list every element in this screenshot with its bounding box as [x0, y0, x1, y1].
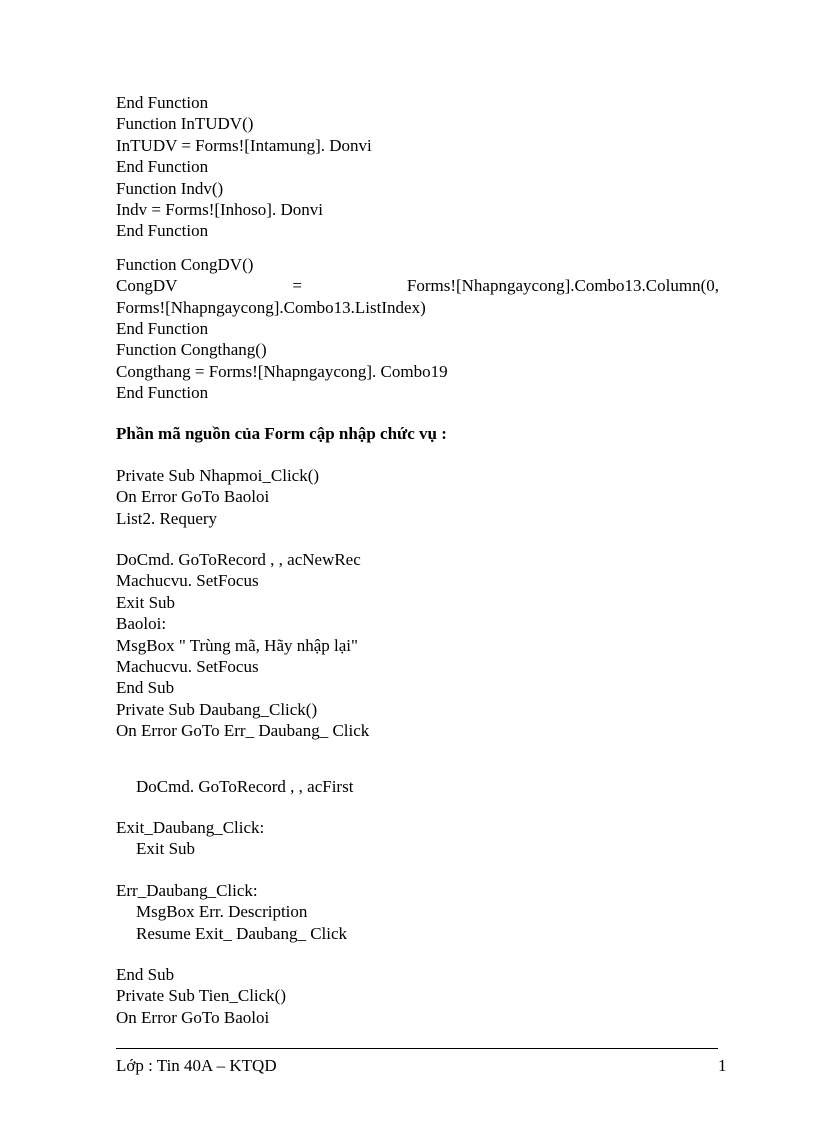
code-line: Indv = Forms![Inhoso]. Donvi — [116, 199, 323, 219]
code-line: Private Sub Daubang_Click() — [116, 699, 318, 719]
code-block-docmd — [116, 549, 726, 742]
spacer — [116, 742, 726, 776]
code-line: End Function — [116, 383, 209, 403]
code-line-justified — [116, 275, 719, 296]
code-line: Exit Sub — [136, 839, 196, 859]
spacer — [116, 403, 726, 423]
code-line: Function CongDV() — [116, 254, 254, 274]
spacer — [116, 860, 726, 880]
page-number: 1 — [718, 1056, 727, 1075]
code-line: Resume Exit_ Daubang_ Click — [136, 923, 348, 943]
code-line: Baoloi: — [116, 614, 167, 634]
code-line: List2. Requery — [116, 508, 218, 528]
spacer — [116, 529, 726, 549]
code-line: On Error GoTo Err_ Daubang_ Click — [116, 721, 370, 741]
code-line: On Error GoTo Baoloi — [116, 1007, 270, 1027]
code-label: Err_Daubang_Click: — [116, 880, 258, 900]
code-line: On Error GoTo Baoloi — [116, 487, 270, 507]
code-line: Function Indv() — [116, 178, 224, 198]
spacer — [116, 944, 726, 964]
code-line: InTUDV = Forms![Intamung]. Donvi — [116, 135, 372, 155]
code-line: DoCmd. GoToRecord , , acFirst — [136, 776, 354, 796]
code-line: End Function — [116, 318, 209, 338]
code-block-nhapmoi — [116, 465, 726, 529]
code-line: End Sub — [116, 678, 175, 698]
code-token: = — [292, 276, 302, 296]
code-label: Exit_Daubang_Click: — [116, 817, 265, 837]
code-line: MsgBox Err. Description — [136, 902, 308, 922]
code-block-functions — [116, 92, 726, 242]
code-line: End Function — [116, 93, 209, 112]
code-line: End Function — [116, 157, 209, 177]
code-line: Exit Sub — [116, 592, 176, 612]
spacer — [116, 242, 726, 254]
spacer — [116, 797, 726, 817]
code-line: Machucvu. SetFocus — [116, 656, 259, 676]
code-line: Machucvu. SetFocus — [116, 571, 259, 591]
code-line: MsgBox " Trùng mã, Hãy nhập lại" — [116, 635, 358, 655]
spacer — [116, 445, 726, 465]
code-line: DoCmd. GoToRecord , , acNewRec — [116, 550, 361, 570]
code-line: Private Sub Tien_Click() — [116, 986, 287, 1006]
code-token: CongDV — [116, 276, 178, 296]
code-line: Function Congthang() — [116, 340, 267, 360]
section-heading: Phần mã nguồn của Form cập nhập chức vụ : — [116, 424, 447, 444]
document-body — [116, 92, 726, 1028]
code-line: End Function — [116, 221, 209, 241]
code-block-err-label — [116, 880, 726, 944]
footer-divider — [116, 1048, 718, 1049]
code-block-exit-label — [116, 817, 726, 860]
code-block-congdv — [116, 254, 726, 404]
code-block-tien — [116, 964, 726, 1028]
code-token: Forms![Nhapngaycong].Combo13.Column(0, — [406, 276, 719, 296]
code-line: Congthang = Forms![Nhapngaycong]. Combo19 — [116, 361, 448, 381]
code-line: End Sub — [116, 964, 175, 984]
footer-class-label: Lớp : Tin 40A – KTQD — [116, 1056, 277, 1075]
code-line: Forms![Nhapngaycong].Combo13.ListIndex) — [116, 297, 426, 317]
code-line: Private Sub Nhapmoi_Click() — [116, 465, 320, 485]
code-line: Function InTUDV() — [116, 114, 254, 134]
